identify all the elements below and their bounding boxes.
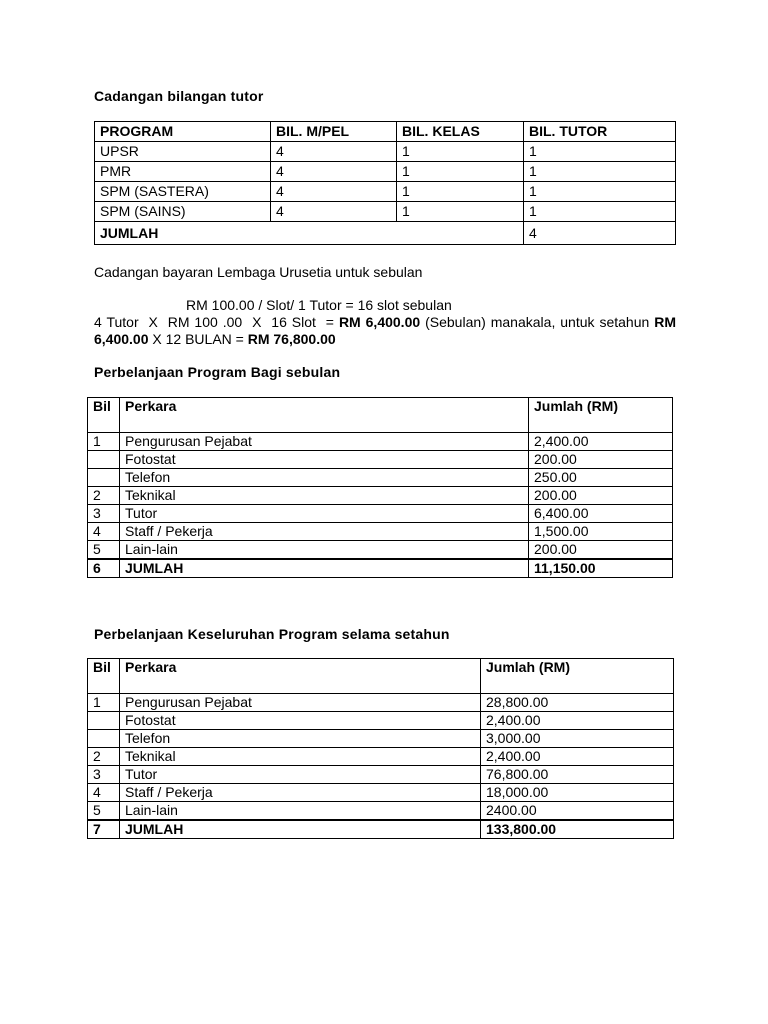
table-row — [95, 162, 676, 182]
cell: 1 — [88, 694, 120, 712]
cell: 6,400.00 — [529, 505, 673, 523]
heading-tutor-count: Cadangan bilangan tutor — [94, 88, 264, 104]
calc-mult: X 12 BULAN = — [148, 331, 248, 347]
col-header-program: PROGRAM — [95, 122, 271, 142]
total-label: JUMLAH — [120, 820, 481, 839]
cell: Tutor — [120, 505, 529, 523]
cell: 1 — [397, 162, 524, 182]
cell: SPM (SASTERA) — [95, 182, 271, 202]
cell: UPSR — [95, 142, 271, 162]
cell: 4 — [88, 784, 120, 802]
cell: Staff / Pekerja — [120, 523, 529, 541]
table-total-row — [88, 559, 673, 578]
cell: 200.00 — [529, 451, 673, 469]
heading-monthly-expense: Perbelanjaan Program Bagi sebulan — [94, 364, 341, 380]
cell: Lain-lain — [120, 802, 481, 821]
table-row — [88, 730, 674, 748]
cell: 250.00 — [529, 469, 673, 487]
total-bil: 7 — [88, 820, 120, 839]
cell: Staff / Pekerja — [120, 784, 481, 802]
cell: PMR — [95, 162, 271, 182]
cell: 4 — [271, 142, 397, 162]
cell: 1,500.00 — [529, 523, 673, 541]
table-row — [95, 142, 676, 162]
cell: 5 — [88, 541, 120, 560]
cell — [88, 730, 120, 748]
col-header-perkara: Perkara — [120, 398, 529, 433]
col-header-kelas: BIL. KELAS — [397, 122, 524, 142]
table-header-row — [95, 122, 676, 142]
cell: 4 — [88, 523, 120, 541]
cell: 2,400.00 — [481, 748, 674, 766]
cell: 1 — [524, 182, 676, 202]
tutor-table — [94, 121, 676, 245]
cell: 200.00 — [529, 541, 673, 560]
cell: 3 — [88, 766, 120, 784]
table-row — [95, 182, 676, 202]
calc-prefix: 4 Tutor X RM 100 .00 X 16 Slot = — [94, 314, 339, 330]
calc-paragraph — [94, 314, 680, 348]
calc-middle: (Sebulan) manakala, untuk setahun — [420, 314, 655, 330]
table-row — [88, 469, 673, 487]
total-label: JUMLAH — [120, 559, 529, 578]
cell: 200.00 — [529, 487, 673, 505]
table-row — [88, 541, 673, 560]
rate-line: RM 100.00 / Slot/ 1 Tutor = 16 slot sebulan — [186, 297, 452, 313]
table-total-row — [88, 820, 674, 839]
table-row — [88, 505, 673, 523]
cell — [88, 712, 120, 730]
calc-monthly-2: RM 6,400.00 — [94, 314, 680, 347]
cell: 76,800.00 — [481, 766, 674, 784]
table-header-row — [88, 398, 673, 433]
cell — [88, 451, 120, 469]
total-bil: 6 — [88, 559, 120, 578]
cell: 4 — [271, 162, 397, 182]
cell: 1 — [397, 142, 524, 162]
col-header-tutor: BIL. TUTOR — [524, 122, 676, 142]
cell: Pengurusan Pejabat — [120, 433, 529, 451]
cell: 1 — [524, 202, 676, 222]
cell: 4 — [271, 182, 397, 202]
cell: Fotostat — [120, 712, 481, 730]
table-row — [88, 766, 674, 784]
col-header-bil: Bil — [88, 659, 120, 694]
cell: 1 — [397, 182, 524, 202]
table-row — [88, 433, 673, 451]
col-header-jumlah: Jumlah (RM) — [481, 659, 674, 694]
cell: 1 — [524, 142, 676, 162]
table-row — [88, 523, 673, 541]
table-header-row — [88, 659, 674, 694]
cell: 4 — [271, 202, 397, 222]
heading-yearly-expense: Perbelanjaan Keseluruhan Program selama setahun — [94, 626, 450, 642]
table-total-row — [95, 222, 676, 245]
total-label: JUMLAH — [95, 222, 524, 245]
cell: Fotostat — [120, 451, 529, 469]
cell: Pengurusan Pejabat — [120, 694, 481, 712]
total-value: 11,150.00 — [529, 559, 673, 578]
table-row — [88, 748, 674, 766]
col-header-perkara: Perkara — [120, 659, 481, 694]
cell: Telefon — [120, 730, 481, 748]
table-row — [88, 487, 673, 505]
cell: 2 — [88, 748, 120, 766]
cell: 2 — [88, 487, 120, 505]
cell: Lain-lain — [120, 541, 529, 560]
calc-yearly: RM 76,800.00 — [247, 331, 336, 347]
total-value: 4 — [524, 222, 676, 245]
monthly-expense-table — [87, 397, 673, 578]
table-row — [88, 802, 674, 821]
cell — [88, 469, 120, 487]
cell: 1 — [88, 433, 120, 451]
cell: SPM (SAINS) — [95, 202, 271, 222]
cell: Telefon — [120, 469, 529, 487]
cell: 1 — [524, 162, 676, 182]
cell: Teknikal — [120, 748, 481, 766]
table-row — [88, 451, 673, 469]
table-row — [95, 202, 676, 222]
table-row — [88, 694, 674, 712]
cell: 2,400.00 — [529, 433, 673, 451]
cell: 1 — [397, 202, 524, 222]
cell: 5 — [88, 802, 120, 821]
col-header-jumlah: Jumlah (RM) — [529, 398, 673, 433]
yearly-expense-table — [87, 658, 674, 839]
cell: Teknikal — [120, 487, 529, 505]
payment-heading: Cadangan bayaran Lembaga Urusetia untuk sebulan — [94, 264, 423, 280]
cell: 2,400.00 — [481, 712, 674, 730]
cell: 2400.00 — [481, 802, 674, 821]
cell: 18,000.00 — [481, 784, 674, 802]
col-header-bil: Bil — [88, 398, 120, 433]
cell: 3 — [88, 505, 120, 523]
calc-monthly: RM 6,400.00 — [338, 314, 421, 330]
total-value: 133,800.00 — [481, 820, 674, 839]
col-header-mpel: BIL. M/PEL — [271, 122, 397, 142]
table-row — [88, 784, 674, 802]
cell: Tutor — [120, 766, 481, 784]
cell: 28,800.00 — [481, 694, 674, 712]
table-row — [88, 712, 674, 730]
cell: 3,000.00 — [481, 730, 674, 748]
